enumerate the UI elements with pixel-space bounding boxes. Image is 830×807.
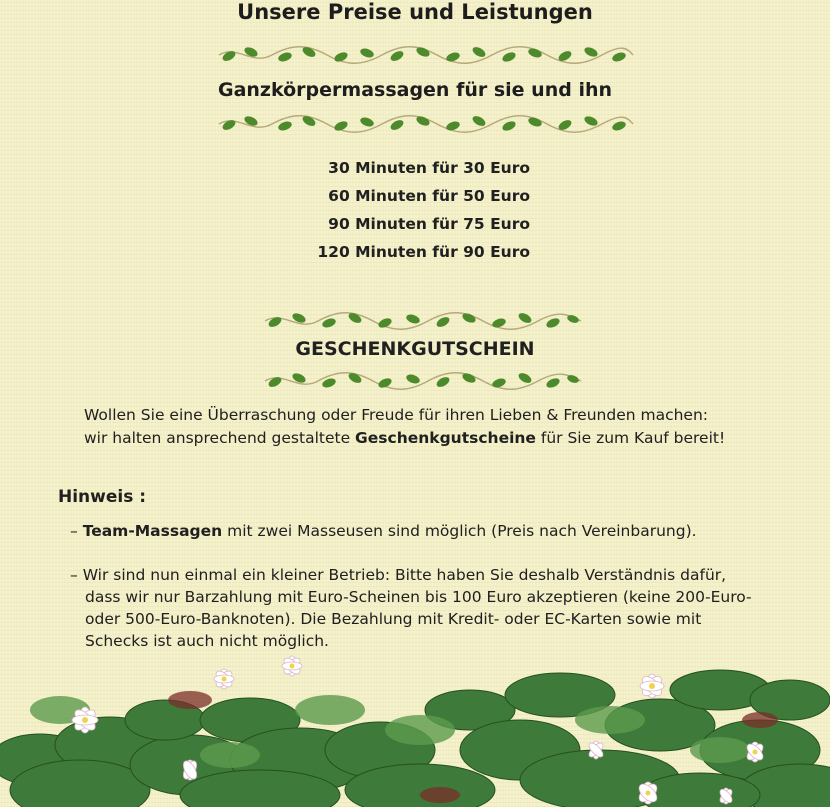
water-lily-plants-icon: [0, 650, 830, 807]
gift-voucher-text: [84, 404, 725, 450]
page-title: Unsere Preise und Leistungen: [237, 0, 593, 24]
dash-marker: –: [70, 566, 78, 584]
price-item: 60 Minuten für 50 Euro: [328, 187, 530, 205]
notice-item-team-massage: – Team-Massagen mit zwei Masseusen sind möglich (Preis nach Vereinbarung).: [70, 522, 697, 540]
gift-line-1: Wollen Sie eine Überraschung oder Freude für ihren Lieben & Freunden machen:: [84, 406, 709, 424]
vine-divider-icon: [263, 310, 583, 332]
price-item: 90 Minuten für 75 Euro: [328, 215, 530, 233]
dash-marker: –: [70, 522, 78, 540]
price-list: [250, 156, 530, 268]
team-massage-highlight: Team-Massagen: [82, 522, 223, 540]
price-item: 30 Minuten für 30 Euro: [328, 159, 530, 177]
vine-divider-icon: [217, 44, 635, 66]
vine-divider-icon: [217, 113, 635, 135]
gift-voucher-heading: GESCHENKGUTSCHEIN: [295, 338, 535, 360]
massage-heading: Ganzkörpermassagen für sie und ihn: [217, 79, 613, 101]
vine-divider-icon: [263, 370, 583, 392]
gift-line-2: wir halten ansprechend gestaltete Geschenkgutscheine für Sie zum Kauf bereit!: [84, 429, 726, 447]
price-item: 120 Minuten für 90 Euro: [317, 243, 530, 261]
notice-label: Hinweis :: [58, 487, 147, 507]
notice-item-payment: – Wir sind nun einmal ein kleiner Betrieb: Bitte haben Sie deshalb Verständnis dafür, dass wir nur Barzahlung mit Euro-Scheinen bis 100 Euro akzeptieren (keine 200-Euro- oder 500-Euro-Banknoten). Die Bezahlung mit Kredit- oder EC-Karten sowie mit Schecks ist auch nicht möglich.: [70, 566, 752, 650]
gift-voucher-highlight: Geschenkgutscheine: [355, 429, 536, 447]
